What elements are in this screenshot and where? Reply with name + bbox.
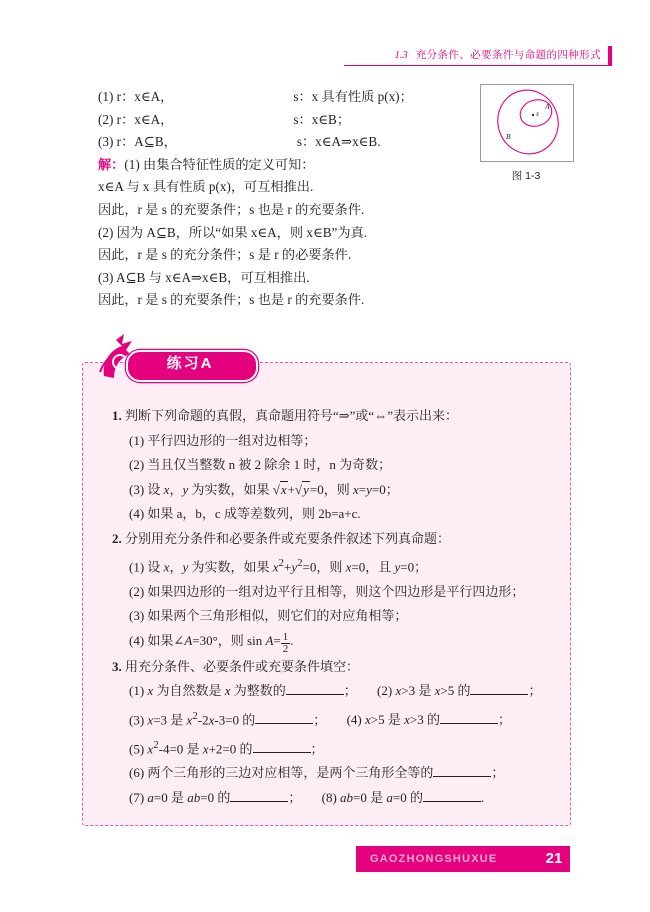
exercise-item-3-sub-8: (8) ab=0 是 a=0 的 . bbox=[321, 789, 485, 805]
exercise-item-3-stem: 用充分条件、必要条件或充要条件填空： bbox=[125, 658, 360, 674]
exercise-item-3 bbox=[112, 655, 552, 680]
exercise-item-2-sub-2: (2) 如果四边形的一组对边平行且相等，则这个四边形是平行四边形； bbox=[129, 583, 525, 599]
solution-text-2: x∈A 与 x 具有性质 p(x)，可互相推出. bbox=[98, 179, 314, 195]
problem-line-1 bbox=[98, 86, 498, 109]
exercise-item-3-sub-5: (5) $x^2-4=0$ 是 x+2=0 的 ； bbox=[129, 738, 324, 756]
figure-caption: 图 1-3 bbox=[511, 170, 541, 182]
problem-line-2-label: (2) r： bbox=[98, 111, 135, 127]
exercise-item-1-sub-4: (4) 如果 a，b，c 成等差数列，则 2b=a+c. bbox=[129, 506, 361, 521]
label-x: x bbox=[536, 110, 540, 118]
problem-line-3-left: A⊆B， bbox=[134, 134, 177, 150]
exercise-item-1-sub-3: (3) 设 x，y 为实数，如果 √x+√y=0，则 x=y=0； bbox=[129, 481, 399, 497]
exercise-item-2-sub-3: (3) 如果两个三角形相似，则它们的对应角相等； bbox=[129, 608, 408, 624]
exercise-item-3-sub-2: (2) x>3 是 x>5 的 ； bbox=[377, 683, 542, 699]
header-section-title: 充分条件、必要条件与命题的四种形式 bbox=[415, 49, 601, 61]
venn-diagram-svg bbox=[481, 85, 573, 161]
solution-line-2 bbox=[98, 176, 498, 199]
exercise-item-1-stem: 判断下列命题的真假，真命题用符号“⇒”或“⇔”表示出来： bbox=[125, 408, 458, 423]
exercise-item-2-number: 2. bbox=[112, 530, 122, 546]
exercise-item-3-number: 3. bbox=[112, 658, 122, 674]
problem-line-1-left: x∈A， bbox=[134, 89, 174, 104]
solution-line-3 bbox=[98, 199, 498, 222]
problem-line-3 bbox=[98, 131, 498, 154]
header-section-number: 1.3 bbox=[394, 50, 408, 61]
problem-line-3-right: s：x∈A⇒x∈B. bbox=[296, 134, 381, 150]
solution-line-7 bbox=[98, 289, 498, 312]
exercise-item-1-sub-1: (1) 平行四边形的一组对边相等； bbox=[129, 432, 317, 448]
exercise-item-3-sub-7: (7) a=0 是 ab=0 的 ； bbox=[129, 789, 302, 805]
problem-line-2 bbox=[98, 109, 498, 132]
exercise-item-3-sub-6: (6) 两个三角形的三边对应相等，是两个三角形全等的 ； bbox=[129, 765, 505, 781]
exercise-badge bbox=[96, 332, 286, 388]
problem-line-1-label: (1) r： bbox=[98, 89, 135, 104]
exercise-badge-label: 练习A bbox=[166, 355, 214, 372]
solution-line-6 bbox=[98, 267, 498, 290]
solution-text-6: (3) A⊆B 与 x∈A⇒x∈B，可互相推出. bbox=[98, 269, 310, 285]
exercise-item-2 bbox=[112, 527, 552, 552]
solution-text-7: 因此，r 是 s 的充要条件；s 也是 r 的充要条件. bbox=[98, 292, 365, 308]
solution-line-5 bbox=[98, 244, 498, 267]
label-a: A bbox=[545, 102, 550, 111]
set-b-ellipse bbox=[490, 85, 567, 161]
exercise-item-2-sub-4: (4) 如果∠A=30°，则 sin A= $\frac{1}{2}$ . bbox=[129, 630, 294, 655]
header-accent-bar bbox=[608, 46, 612, 65]
solution-text-4: (2) 因为 A⊆B，所以“如果 x∈A，则 x∈B”为真. bbox=[98, 224, 368, 240]
problem-line-1-right: s：x 具有性质 p(x)； bbox=[293, 89, 413, 104]
footer-brand: GAOZHONGSHUXUE bbox=[370, 853, 498, 865]
solution-line-4 bbox=[98, 222, 498, 245]
solution-line-1 bbox=[98, 154, 498, 177]
solution-text-3: 因此，r 是 s 的充要条件；s 也是 r 的充要条件. bbox=[98, 201, 365, 217]
exercise-item-2-stem: 分别用充分条件和必要条件或充要条件叙述下列真命题： bbox=[125, 530, 451, 546]
problem-text bbox=[98, 86, 498, 312]
problem-line-2-right: s：x∈B； bbox=[293, 111, 351, 127]
exercise-item-1-number: 1. bbox=[112, 408, 122, 423]
venn-diagram-figure bbox=[480, 84, 574, 162]
page-number: 21 bbox=[545, 850, 563, 867]
label-b: B bbox=[506, 132, 511, 141]
exercise-item-2-sub-1: (1) 设 x，y 为实数，如果 $x^2+y^2=0$，则 x=0，且 y=0； bbox=[129, 557, 428, 575]
problem-line-2-left: x∈A， bbox=[134, 111, 174, 127]
header-rule bbox=[344, 65, 612, 66]
point-x-dot bbox=[532, 114, 534, 116]
exercise-item-3-sub-3: (3) x=3 是 $x^2-2x-3=0$ 的 ； bbox=[129, 709, 327, 728]
solution-text-1: (1) 由集合特征性质的定义可知： bbox=[124, 156, 315, 172]
solution-label: 解： bbox=[98, 156, 125, 172]
exercise-list bbox=[112, 404, 552, 810]
exercise-item-3-sub-1: (1) x 为自然数是 x 为整数的 ； bbox=[129, 683, 357, 699]
problem-line-3-label: (3) r： bbox=[98, 134, 135, 150]
exercise-item-1-sub-2: (2) 当且仅当整数 n 被 2 除余 1 时，n 为奇数； bbox=[129, 457, 392, 472]
page-header bbox=[395, 46, 612, 65]
exercise-item-3-sub-4: (4) x>5 是 x>3 的 ； bbox=[346, 712, 511, 728]
exercise-item-1 bbox=[112, 404, 552, 429]
solution-text-5: 因此，r 是 s 的充分条件；s 是 r 的必要条件. bbox=[98, 247, 352, 263]
